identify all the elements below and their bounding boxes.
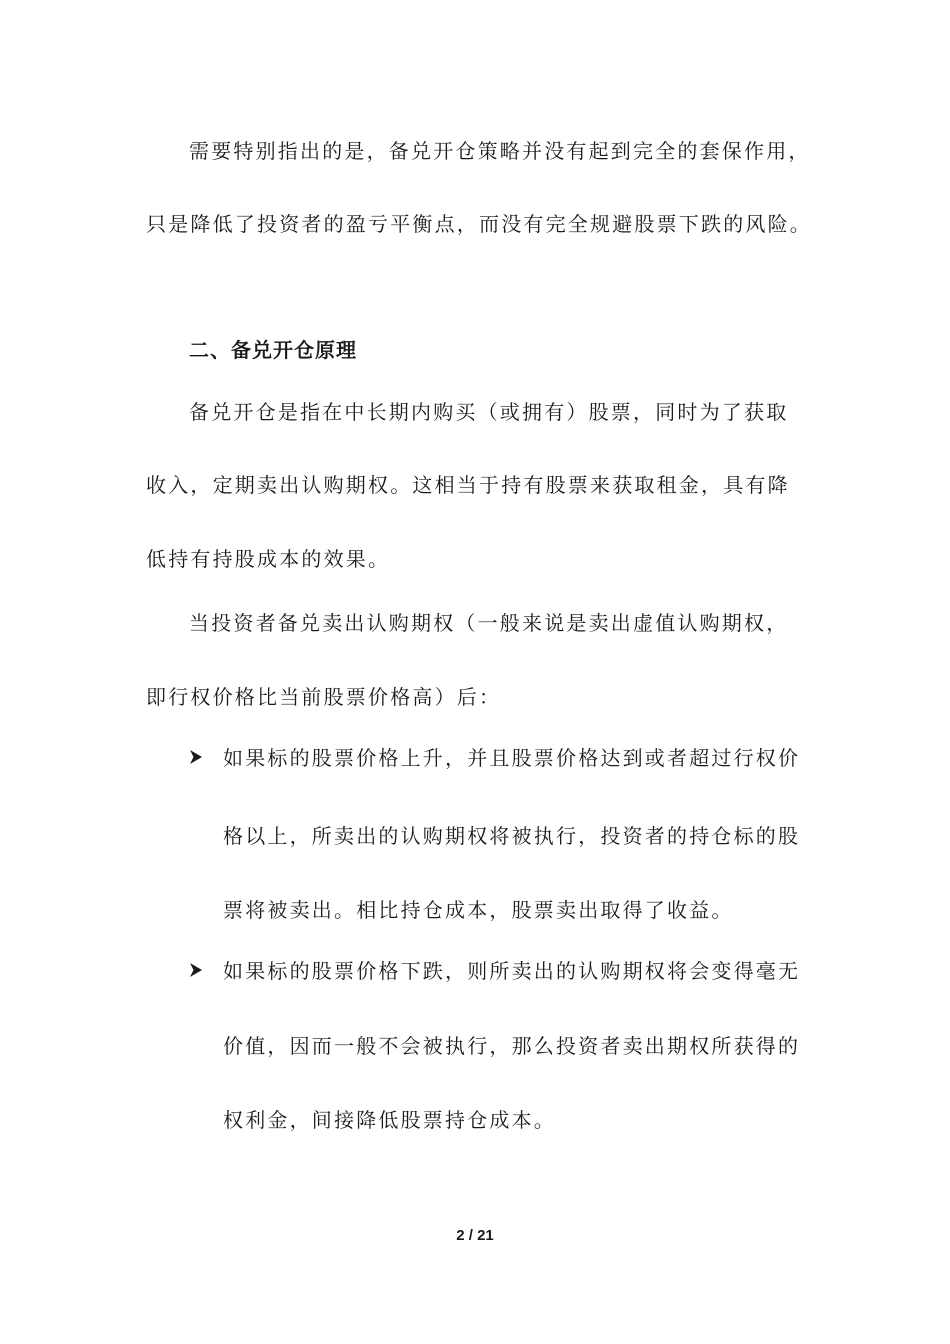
bullet-line: 价值，因而一般不会被执行，那么投资者卖出期权所获得的	[223, 1034, 801, 1058]
bullet-line: 如果标的股票价格下跌，则所卖出的认购期权将会变得毫无	[223, 959, 801, 983]
section-heading: 二、备兑开仓原理	[189, 338, 357, 362]
paragraph-line: 当投资者备兑卖出认购期权（一般来说是卖出虚值认购期权，	[189, 611, 789, 635]
bullet-line: 如果标的股票价格上升，并且股票价格达到或者超过行权价	[223, 746, 801, 770]
paragraph-line: 收入，定期卖出认购期权。这相当于持有股票来获取租金，具有降	[146, 473, 790, 497]
bullet-line: 权利金，间接降低股票持仓成本。	[223, 1108, 556, 1132]
paragraph-line: 备兑开仓是指在中长期内购买（或拥有）股票，同时为了获取	[189, 400, 789, 424]
arrow-bullet-icon	[189, 962, 203, 978]
bullet-line: 格以上，所卖出的认购期权将被执行，投资者的持仓标的股	[223, 824, 801, 848]
paragraph-line: 只是降低了投资者的盈亏平衡点，而没有完全规避股票下跌的风险。	[146, 212, 812, 236]
bullet-line: 票将被卖出。相比持仓成本，股票卖出取得了收益。	[223, 898, 734, 922]
page-number: 2 / 21	[456, 1227, 494, 1244]
paragraph-line: 需要特别指出的是，备兑开仓策略并没有起到完全的套保作用，	[189, 139, 811, 163]
arrow-bullet-icon	[189, 749, 203, 765]
paragraph-line: 低持有持股成本的效果。	[146, 547, 391, 571]
paragraph-line: 即行权价格比当前股票价格高）后：	[146, 685, 502, 709]
